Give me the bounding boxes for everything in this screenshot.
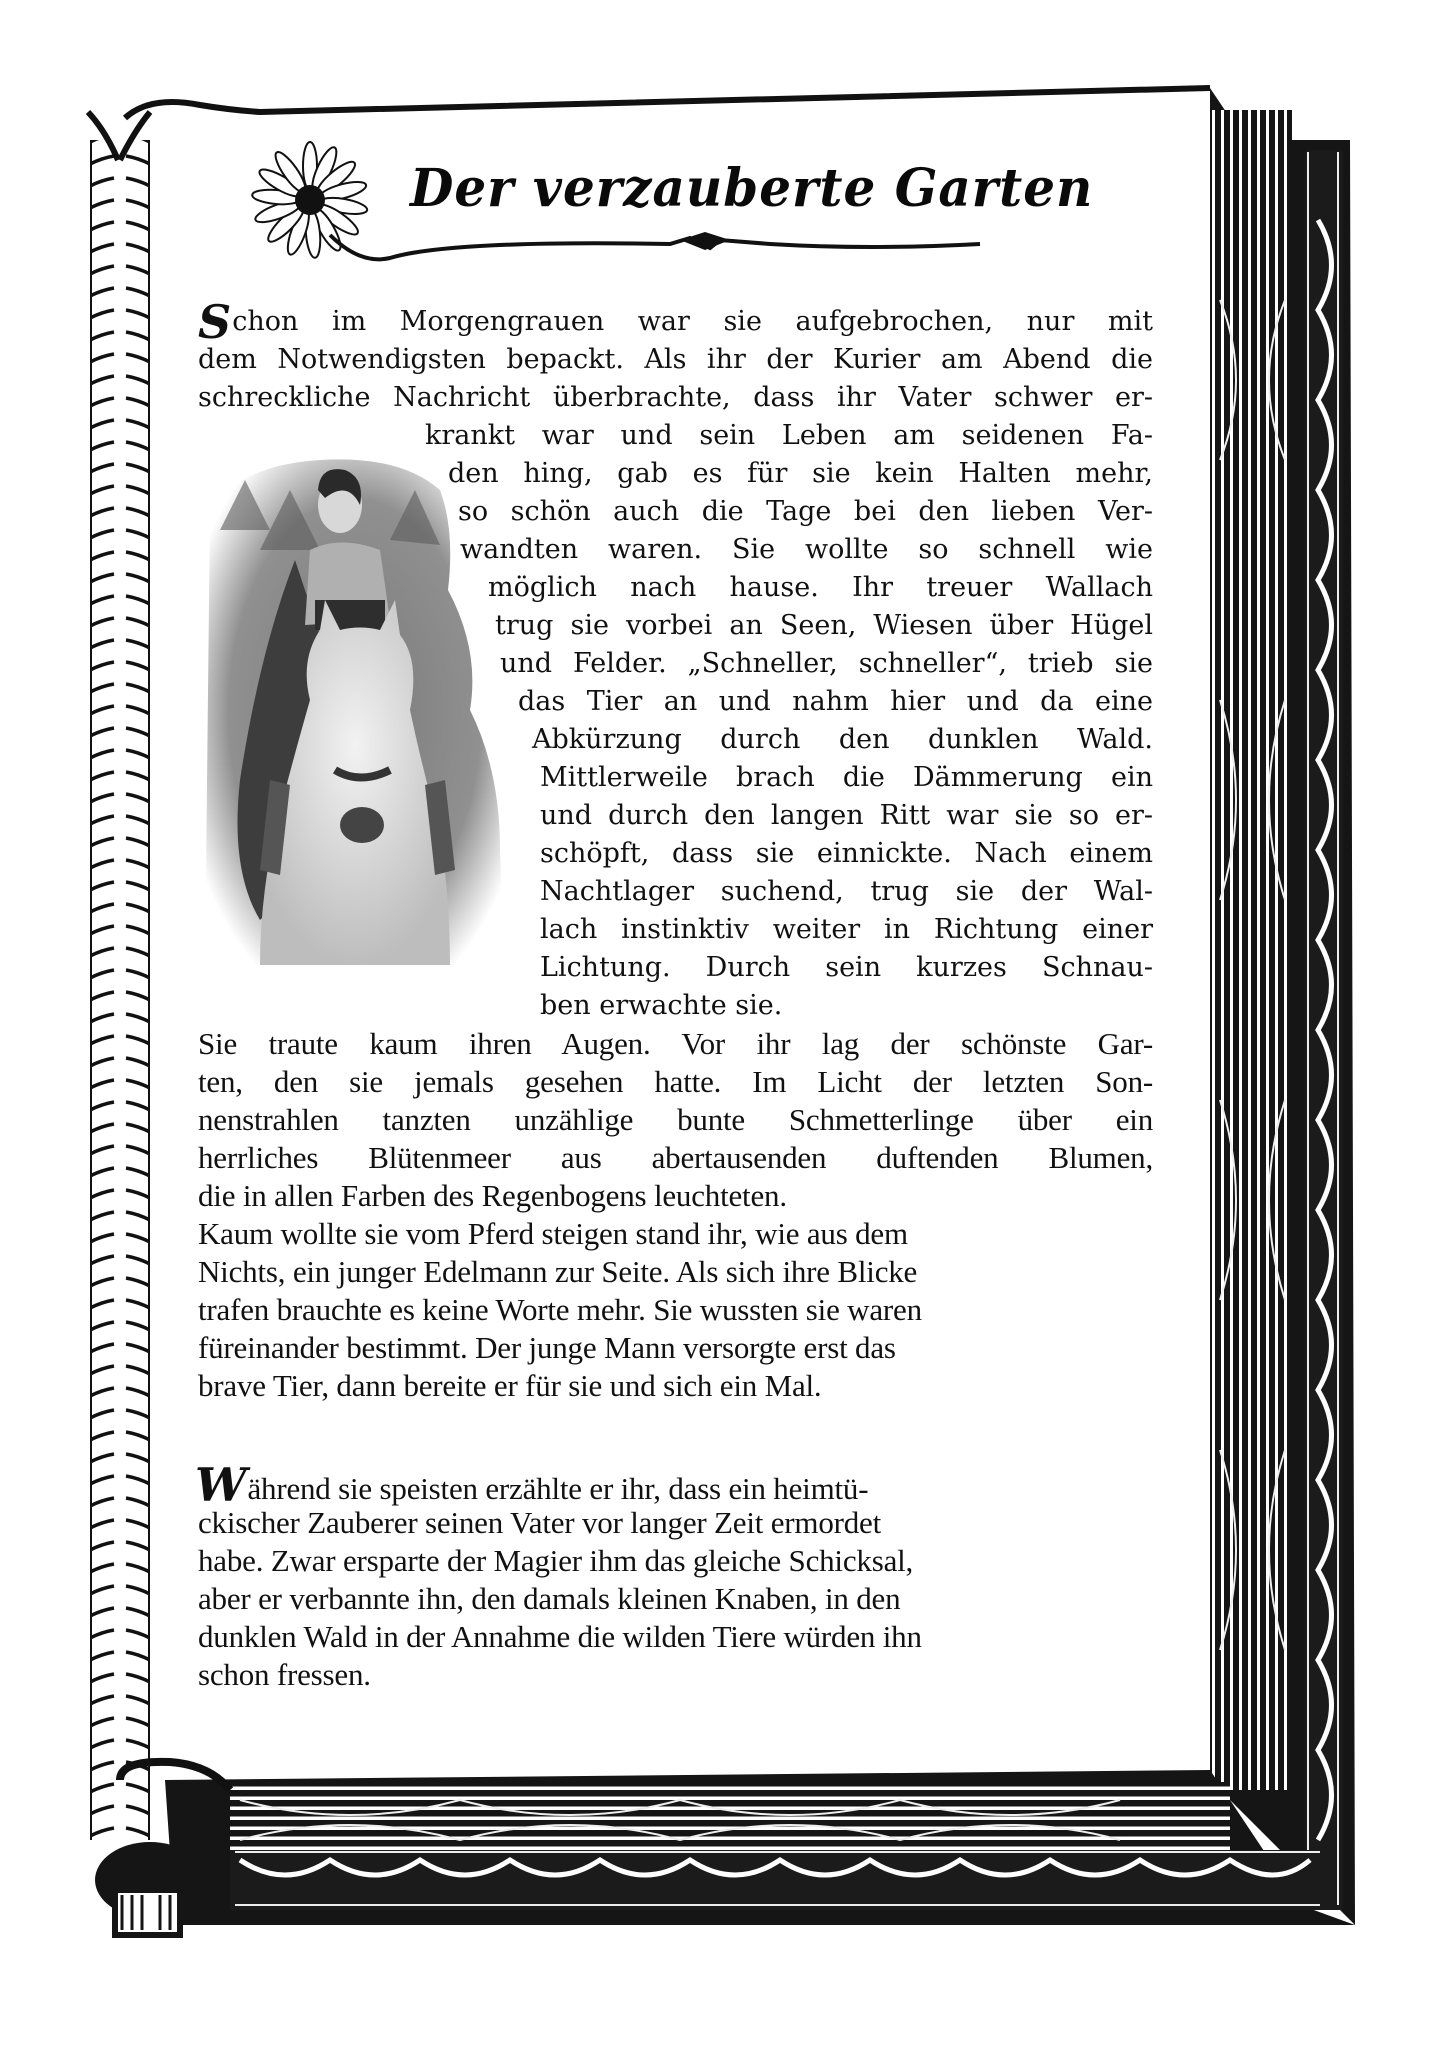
text-line: schreckliche Nachricht überbrachte, dass ihr Vater schwer er- [198,382,1153,413]
text-line: den hing, gab es für sie kein Halten mehr, [448,458,1153,489]
text-line: Nachtlager suchend, trug sie der Wal- [540,876,1153,907]
text-line: und durch den langen Ritt war sie so er- [540,800,1153,831]
text-line: dunklen Wald in der Annahme die wilden Tiere würden ihn [198,1619,922,1654]
text-line: Lichtung. Durch sein kurzes Schnau- [540,952,1153,983]
text-line: und Felder. „Schneller, schneller“, trieb sie [500,648,1153,679]
text-line: lach instinktiv weiter in Richtung einer [540,914,1153,945]
text-line: möglich nach hause. Ihr treuer Wallach [488,572,1153,603]
text-line [198,295,1153,349]
left-fern-spine [88,112,150,1840]
text-line: füreinander bestimmt. Der junge Mann versorgte erst das [198,1330,896,1365]
text-line: schöpft, dass sie einnickte. Nach einem [540,838,1153,869]
top-page-edge [125,88,1210,118]
text-line: Nichts, ein junger Edelmann zur Seite. Als sich ihre Blicke [198,1254,918,1289]
text-line: dem Notwendigsten bepackt. Als ihr der Kurier am Abend die [198,344,1153,375]
dropcap-letter: S [198,295,232,349]
text-line: Sie traute kaum ihren Augen. Vor ihr lag der schönste Gar- [198,1026,1153,1061]
text-line: herrliches Blütenmeer aus abertausenden duftenden Blumen, [198,1140,1153,1175]
text-line: ten, den sie jemals gesehen hatte. Im Licht der letzten Son- [198,1064,1153,1099]
text-line: trug sie vorbei an Seen, Wiesen über Hügel [495,610,1153,641]
text-line: wandten waren. Sie wollte so schnell wie [460,534,1153,565]
text-line: krankt war und sein Leben am seidenen Fa- [425,420,1153,451]
text-line: ben erwachte sie. [540,990,783,1021]
text-line: nenstrahlen tanzten unzählige bunte Schmetterlinge über ein [198,1102,1153,1137]
text-line: Mittlerweile brach die Dämmerung ein [540,762,1153,793]
text-line: die in allen Farben des Regenbogens leuchteten. [198,1178,787,1213]
text-line: schon fressen. [198,1657,371,1692]
text-line: aber er verbannte ihn, den damals kleinen Knaben, in den [198,1581,901,1616]
text-line: so schön auch die Tage bei den lieben Ver- [458,496,1153,527]
text-line: Abkürzung durch den dunklen Wald. [532,724,1153,755]
bottom-book-edge [95,1762,1355,1935]
text-line: brave Tier, dann bereite er für sie und sich ein Mal. [198,1368,822,1403]
text-line: ckischer Zauberer seinen Vater vor langer Zeit ermordet [198,1505,882,1540]
page-title: Der verzauberte Garten [410,156,1094,219]
text-line [195,1458,1150,1512]
line-text: chon im Morgengrauen war sie aufgebrochen, nur mit [232,306,1153,337]
right-book-edge [1210,88,1355,1925]
text-line: trafen brauchte es keine Worte mehr. Sie wussten sie waren [198,1292,922,1327]
line-text: ährend sie speisten erzählte er ihr, dass ein heimtü- [247,1471,869,1506]
title-swash [330,235,980,259]
text-line: das Tier an und nahm hier und da eine [518,686,1153,717]
dropcap-letter: W [195,1458,247,1512]
text-line: habe. Zwar ersparte der Magier ihm das gleiche Schicksal, [198,1543,914,1578]
text-line: Kaum wollte sie vom Pferd steigen stand ihr, wie aus dem [198,1216,908,1251]
